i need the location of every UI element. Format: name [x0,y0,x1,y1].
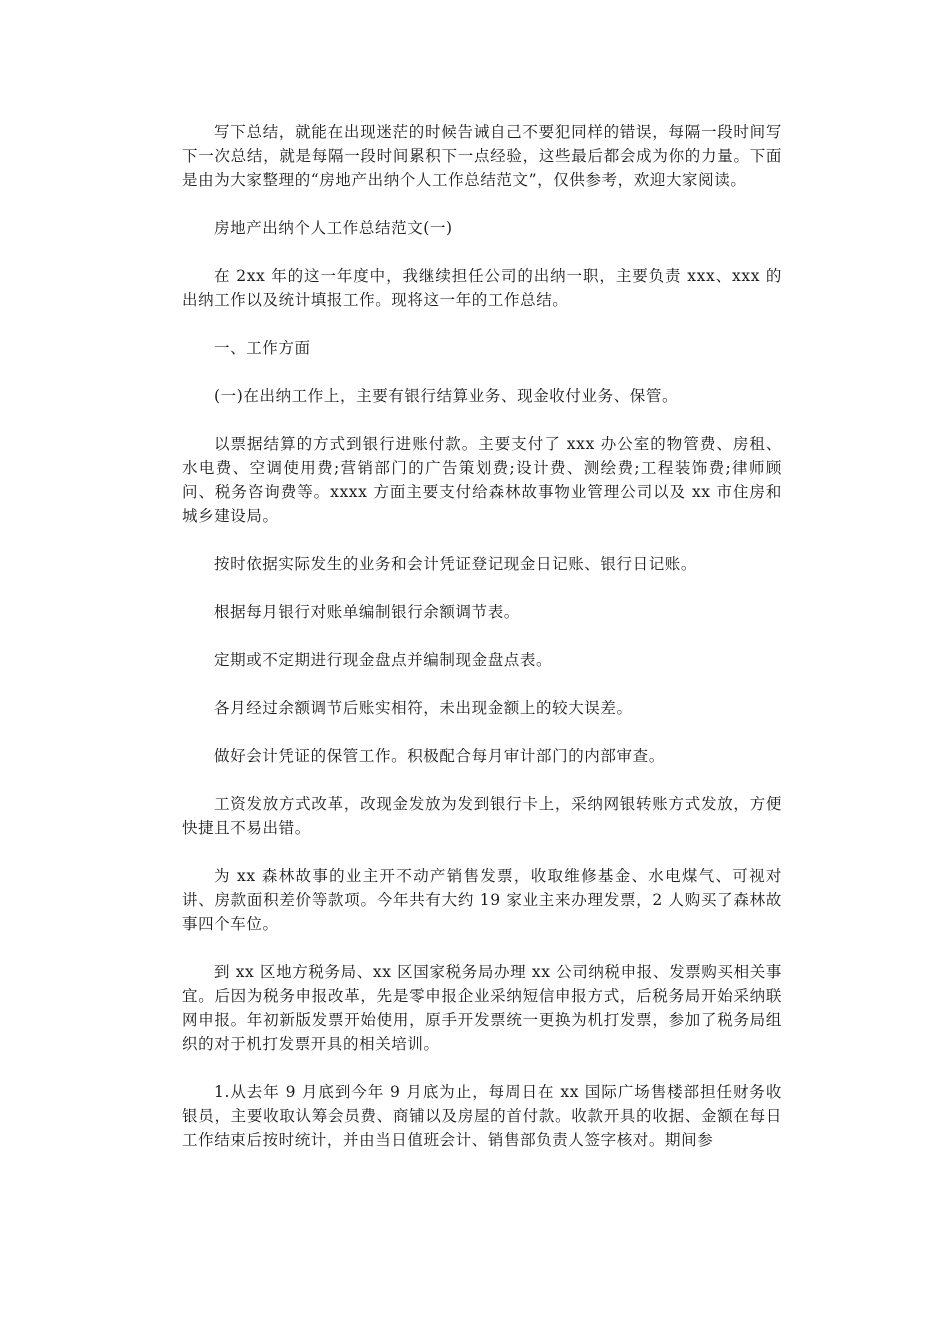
body-paragraph: 以票据结算的方式到银行进账付款。主要支付了 xxx 办公室的物管费、房租、水电费、空调使用费;营销部门的广告策划费;设计费、测绘费;工程装饰费;律师顾问、税务咨询费等。xxxx 方面主要支付给森林故事物业管理公司以及 xx 市住房和城乡建设局。 [182,435,782,525]
body-paragraph: 为 xx 森林故事的业主开不动产销售发票，收取维修基金、水电煤气、可视对讲、房款面积差价等款项。今年共有大约 19 家业主来办理发票，2 人购买了森林故事四个车位。 [182,867,782,933]
numbered-paragraph: 1.从去年 9 月底到今年 9 月底为止，每周日在 xx 国际广场售楼部担任财务收银员，主要收取认筹会员费、商铺以及房屋的首付款。收款开具的收据、金额在每日工作结束后按时统计，并由当日值班会计、销售部负责人签字核对。期间参 [182,1083,782,1149]
body-paragraph: 工资发放方式改革，改现金发放为发到银行卡上，采纳网银转账方式发放，方便快捷且不易出错。 [182,795,782,837]
body-paragraph: 在 2xx 年的这一年度中，我继续担任公司的出纳一职，主要负责 xxx、xxx 的出纳工作以及统计填报工作。现将这一年的工作总结。 [182,267,782,309]
subsection-heading: (一)在出纳工作上，主要有银行结算业务、现金收付业务、保管。 [214,387,679,405]
document-body [182,120,782,1152]
section-title: 房地产出纳个人工作总结范文(一) [214,219,453,237]
body-paragraph: 做好会计凭证的保管工作。积极配合每月审计部门的内部审查。 [214,747,665,765]
body-paragraph: 按时依据实际发生的业务和会计凭证登记现金日记账、银行日记账。 [214,555,698,573]
body-paragraph: 各月经过余额调节后账实相符，未出现金额上的较大误差。 [214,699,633,717]
intro-paragraph: 写下总结，就能在出现迷茫的时候告诫自己不要犯同样的错误，每隔一段时间写下一次总结，就是每隔一段时间累积下一点经验，这些最后都会成为你的力量。下面是由为大家整理的“房地产出纳个人工作总结范文”，仅供参考，欢迎大家阅读。 [182,123,782,189]
body-paragraph: 到 xx 区地方税务局、xx 区国家税务局办理 xx 公司纳税申报、发票购买相关事宜。后因为税务申报改革，先是零申报企业采纳短信申报方式，后税务局开始采纳联网申报。年初新版发票开始使用，原手开发票统一更换为机打发票，参加了税务局组织的对于机打发票开具的相关培训。 [182,963,782,1053]
section-heading: 一、工作方面 [214,339,311,357]
body-paragraph: 根据每月银行对账单编制银行余额调节表。 [214,603,520,621]
body-paragraph: 定期或不定期进行现金盘点并编制现金盘点表。 [214,651,553,669]
